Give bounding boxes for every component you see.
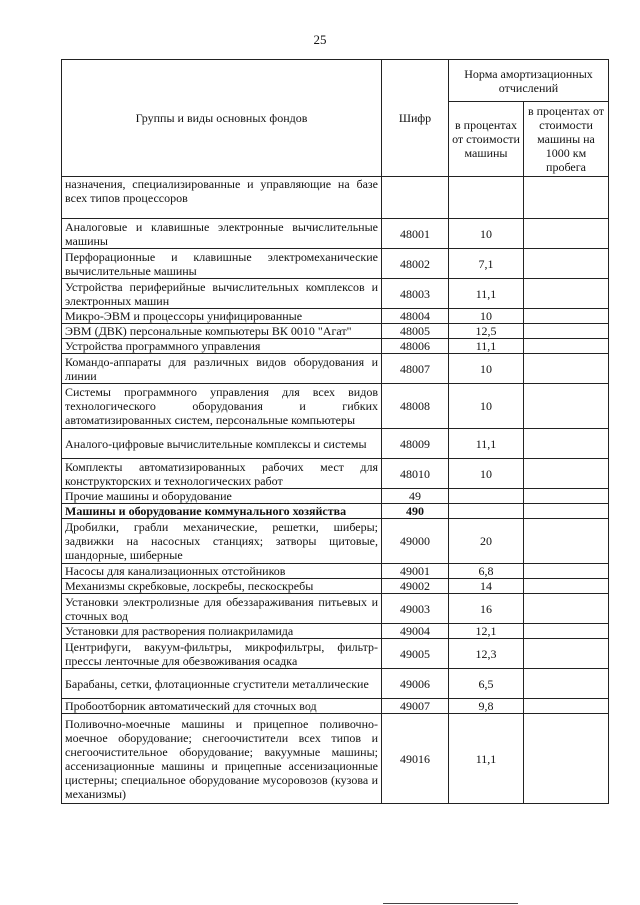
row-km — [524, 177, 609, 219]
row-name: Поливочно-моечные машины и прицепное поливочно-моечное оборудование; снегоочистители всех типов и снегоочистительное оборудование; вакуумные машины; ассенизационные машины и прицепные ассенизационные цистерны; специальное оборудование мусоровозов (кузова и механизмы) — [62, 714, 382, 804]
row-km — [524, 669, 609, 699]
row-code: 48010 — [382, 459, 449, 489]
row-name: Пробоотборник автоматический для сточных вод — [62, 699, 382, 714]
row-name: Аналоговые и клавишные электронные вычислительные машины — [62, 219, 382, 249]
row-name: Устройства программного управления — [62, 339, 382, 354]
row-code: 49007 — [382, 699, 449, 714]
row-name: Аналого-цифровые вычислительные комплексы и системы — [62, 429, 382, 459]
row-code: 49005 — [382, 639, 449, 669]
row-pct — [449, 489, 524, 504]
row-km — [524, 594, 609, 624]
row-name: Установки для растворения полиакриламида — [62, 624, 382, 639]
row-km — [524, 504, 609, 519]
row-code: 49001 — [382, 564, 449, 579]
row-pct — [449, 177, 524, 219]
row-code: 49 — [382, 489, 449, 504]
header-pct-cost: в процентах от стоимости машины — [449, 102, 524, 177]
row-km — [524, 564, 609, 579]
row-pct: 12,1 — [449, 624, 524, 639]
row-pct: 9,8 — [449, 699, 524, 714]
row-code: 48008 — [382, 384, 449, 429]
row-pct: 11,1 — [449, 429, 524, 459]
row-km — [524, 459, 609, 489]
row-name: Перфорационные и клавишные электромеханические вычислительные машины — [62, 249, 382, 279]
row-pct: 20 — [449, 519, 524, 564]
row-km — [524, 249, 609, 279]
row-name: Машины и оборудование коммунального хозяйства — [62, 504, 382, 519]
row-code: 49006 — [382, 669, 449, 699]
row-code: 49002 — [382, 579, 449, 594]
row-code: 48004 — [382, 309, 449, 324]
row-km — [524, 309, 609, 324]
row-pct: 16 — [449, 594, 524, 624]
row-code: 48006 — [382, 339, 449, 354]
row-code — [382, 177, 449, 219]
header-norm: Норма амортизационных отчислений — [449, 60, 609, 102]
row-code: 48007 — [382, 354, 449, 384]
row-code: 48009 — [382, 429, 449, 459]
header-code: Шифр — [382, 60, 449, 177]
page-number: 25 — [313, 32, 327, 47]
row-km — [524, 639, 609, 669]
row-pct: 10 — [449, 309, 524, 324]
row-code: 49004 — [382, 624, 449, 639]
row-km — [524, 699, 609, 714]
row-name: ЭВМ (ДВК) персональные компьютеры ВК 0010 "Агат" — [62, 324, 382, 339]
row-code: 49003 — [382, 594, 449, 624]
row-name: Насосы для канализационных отстойников — [62, 564, 382, 579]
row-name: назначения, специализированные и управляющие на базе всех типов процессоров — [62, 177, 382, 219]
row-name: Механизмы скребковые, лоскребы, пескоскребы — [62, 579, 382, 594]
row-km — [524, 384, 609, 429]
row-code: 49016 — [382, 714, 449, 804]
row-name: Системы программного управления для всех видов технологического оборудования и гибких автоматизированных систем, персональные компьютеры — [62, 384, 382, 429]
row-code: 48001 — [382, 219, 449, 249]
depreciation-table — [61, 59, 609, 804]
row-km — [524, 324, 609, 339]
row-name: Барабаны, сетки, флотационные сгустители металлические — [62, 669, 382, 699]
header-pct-km: в процентах от стоимости машины на 1000 км пробега — [524, 102, 609, 177]
row-pct: 6,8 — [449, 564, 524, 579]
row-name: Дробилки, грабли механические, решетки, шиберы; задвижки на насосных станциях; затворы щитовые, шандорные, шиберные — [62, 519, 382, 564]
row-code: 48005 — [382, 324, 449, 339]
row-km — [524, 279, 609, 309]
row-name: Командо-аппараты для различных видов оборудования и линии — [62, 354, 382, 384]
row-pct: 11,1 — [449, 279, 524, 309]
row-name: Установки электролизные для обеззараживания питьевых и сточных вод — [62, 594, 382, 624]
row-km — [524, 489, 609, 504]
row-km — [524, 714, 609, 804]
row-pct: 11,1 — [449, 339, 524, 354]
row-pct: 10 — [449, 219, 524, 249]
header-groups: Группы и виды основных фондов — [62, 60, 382, 177]
row-pct: 6,5 — [449, 669, 524, 699]
row-pct: 11,1 — [449, 714, 524, 804]
row-name: Прочие машины и оборудование — [62, 489, 382, 504]
row-pct: 12,5 — [449, 324, 524, 339]
row-name: Микро-ЭВМ и процессоры унифицированные — [62, 309, 382, 324]
row-km — [524, 429, 609, 459]
row-km — [524, 219, 609, 249]
row-km — [524, 624, 609, 639]
row-pct: 10 — [449, 354, 524, 384]
row-pct: 14 — [449, 579, 524, 594]
row-code: 48003 — [382, 279, 449, 309]
row-name: Комплекты автоматизированных рабочих мест для конструкторских и технологических работ — [62, 459, 382, 489]
row-pct — [449, 504, 524, 519]
row-pct: 10 — [449, 384, 524, 429]
row-pct: 7,1 — [449, 249, 524, 279]
row-pct: 10 — [449, 459, 524, 489]
row-code: 48002 — [382, 249, 449, 279]
row-km — [524, 519, 609, 564]
row-km — [524, 339, 609, 354]
row-km — [524, 579, 609, 594]
footer-rule — [383, 903, 518, 904]
row-name: Центрифуги, вакуум-фильтры, микрофильтры, фильтр-прессы ленточные для обезвоживания осадка — [62, 639, 382, 669]
row-code: 490 — [382, 504, 449, 519]
row-code: 49000 — [382, 519, 449, 564]
row-km — [524, 354, 609, 384]
row-pct: 12,3 — [449, 639, 524, 669]
row-name: Устройства периферийные вычислительных комплексов и электронных машин — [62, 279, 382, 309]
